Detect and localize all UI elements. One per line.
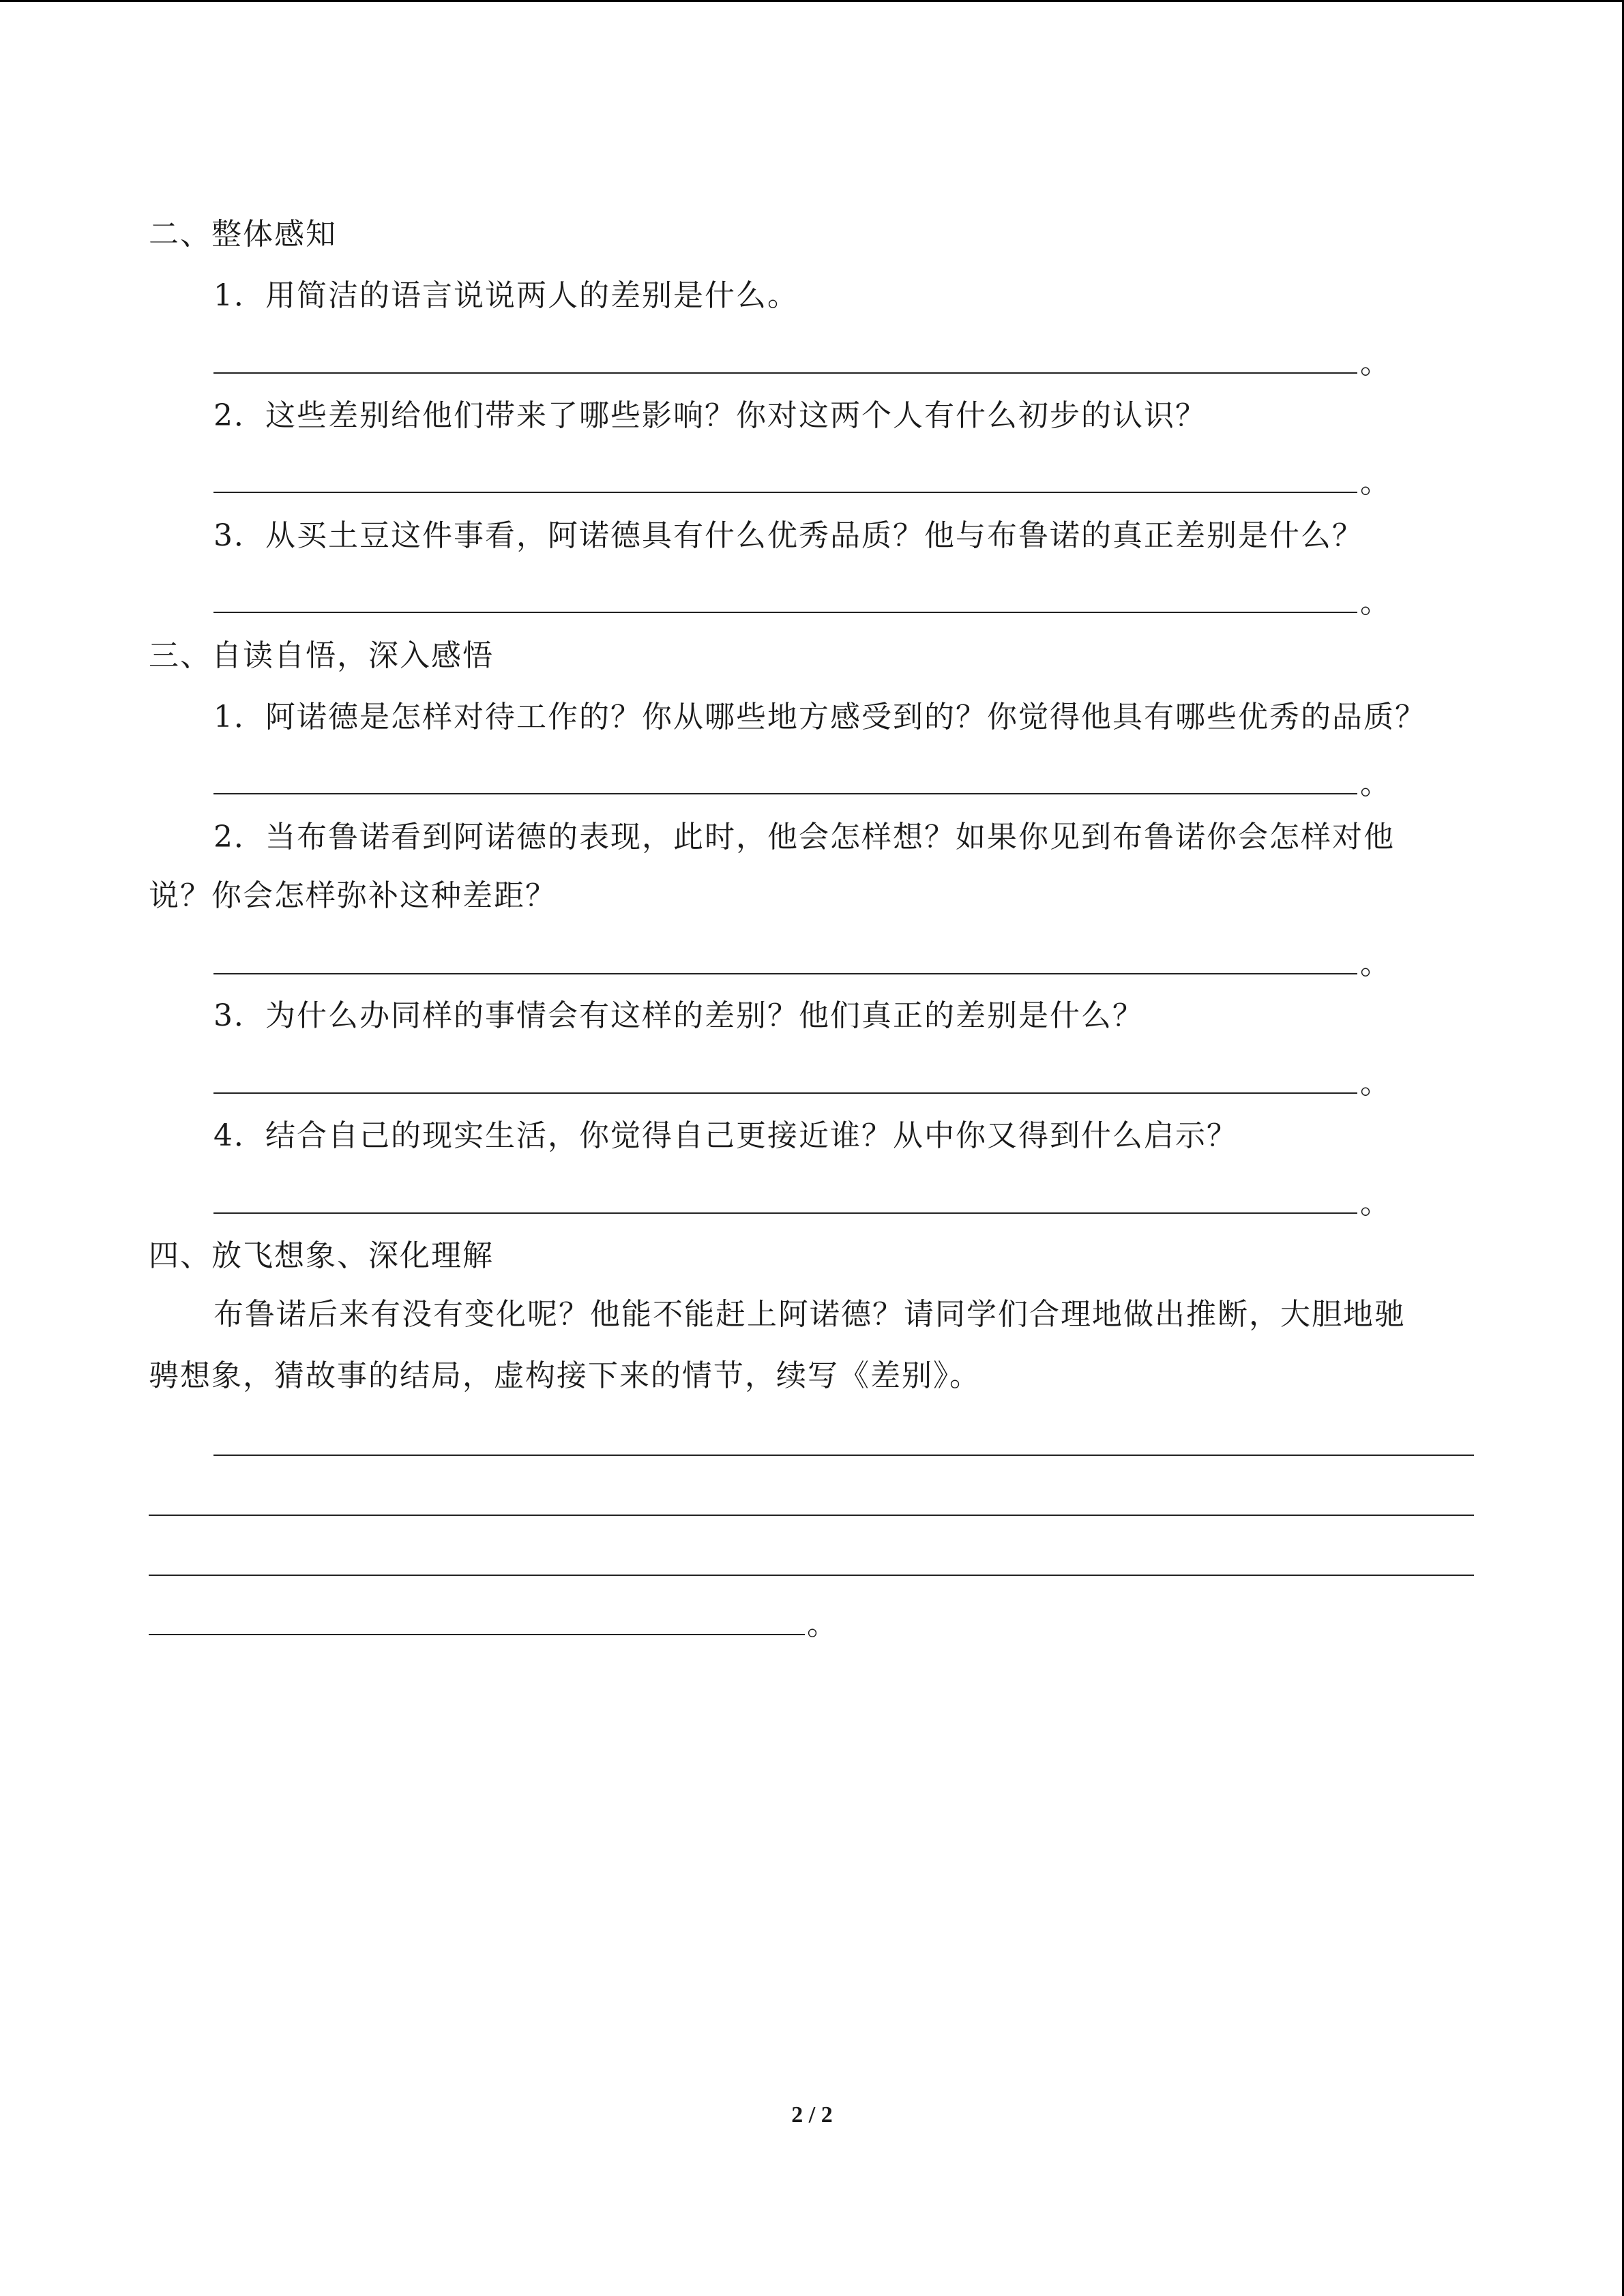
s4-writing-end: 。 <box>807 1607 837 1642</box>
s2-question-3: 3．从买土豆这件事看，阿诺德具有什么优秀品质？他与布鲁诺的真正差别是什么？ <box>213 518 1363 553</box>
s4-writing-line-4[interactable] <box>149 1634 805 1635</box>
s3-q2-answer-line[interactable] <box>213 973 1357 974</box>
s3-q3-answer-line[interactable] <box>213 1092 1357 1094</box>
s3-q4-answer-end: 。 <box>1360 1186 1390 1221</box>
s2-question-2: 2．这些差别给他们带来了哪些影响？你对这两个人有什么初步的认识？ <box>213 398 1207 433</box>
s2-question-1: 1．用简洁的语言说说两人的差别是什么。 <box>213 278 799 313</box>
s3-question-3: 3．为什么办同样的事情会有这样的差别？他们真正的差别是什么？ <box>213 998 1144 1033</box>
page-border-top <box>0 0 1624 2</box>
s2-q2-answer-line[interactable] <box>213 492 1357 493</box>
s4-prompt-line-2: 骋想象，猜故事的结局，虚构接下来的情节，续写《差别》。 <box>149 1358 981 1393</box>
s3-q1-answer-line[interactable] <box>213 793 1357 794</box>
s3-question-4: 4．结合自己的现实生活，你觉得自己更接近谁？从中你又得到什么启示？ <box>213 1118 1238 1153</box>
s4-writing-line-3[interactable] <box>149 1575 1474 1576</box>
s2-q1-answer-line[interactable] <box>213 372 1357 374</box>
s3-q2-answer-end: 。 <box>1360 946 1390 981</box>
s3-question-2-line-1: 2．当布鲁诺看到阿诺德的表现，此时，他会怎样想？如果你见到布鲁诺你会怎样对他 <box>213 820 1395 854</box>
s2-q1-answer-end: 。 <box>1360 346 1390 381</box>
s4-writing-line-1[interactable] <box>213 1455 1474 1456</box>
s3-q1-answer-end: 。 <box>1360 766 1390 801</box>
s4-writing-line-2[interactable] <box>149 1515 1474 1516</box>
s2-q3-answer-end: 。 <box>1360 585 1390 620</box>
s3-q4-answer-line[interactable] <box>213 1212 1357 1214</box>
s3-question-2-line-2: 说？你会怎样弥补这种差距？ <box>149 878 557 913</box>
s2-q2-answer-end: 。 <box>1360 465 1390 500</box>
page-number: 2 / 2 <box>791 2102 833 2128</box>
s3-question-1: 1．阿诺德是怎样对待工作的？你从哪些地方感受到的？你觉得他具有哪些优秀的品质？ <box>213 700 1426 734</box>
s3-q3-answer-end: 。 <box>1360 1066 1390 1101</box>
section-4-heading: 四、放飞想象、深化理解 <box>149 1238 494 1273</box>
s2-q3-answer-line[interactable] <box>213 612 1357 613</box>
section-2-heading: 二、整体感知 <box>149 217 337 252</box>
s4-prompt-line-1: 布鲁诺后来有没有变化呢？他能不能赶上阿诺德？请同学们合理地做出推断，大胆地驰 <box>213 1297 1406 1332</box>
section-3-heading: 三、自读自悟，深入感悟 <box>149 638 494 673</box>
